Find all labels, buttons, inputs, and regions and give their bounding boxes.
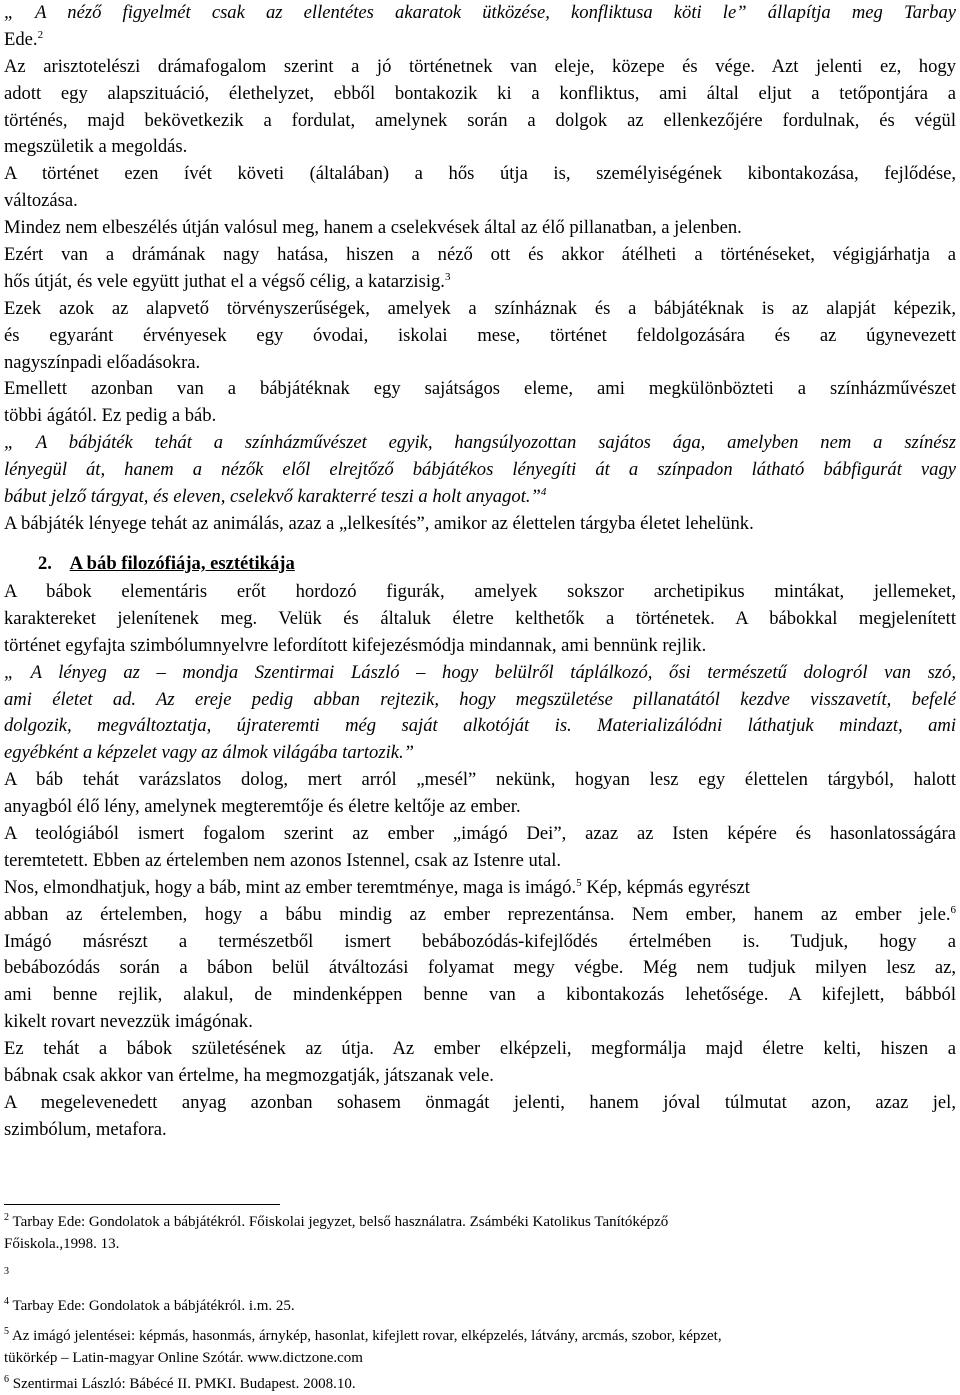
- text-line-content: történet egyfajta szimbólumnyelvre lefordított kifejezésmódja mindannak, ami bennünk rejlik.: [4, 634, 707, 656]
- text-line-continuation: Kép, képmás egyrészt: [581, 876, 750, 898]
- text-line-content: történés, majd bekövetkezik a fordulat, amelynek során a dolgok az ellenkezőjére fordulnak, és végül: [4, 109, 956, 131]
- text-line: [4, 242, 956, 269]
- footnote-number: 2: [4, 1212, 9, 1223]
- text-line-content: megszületik a megoldás.: [4, 136, 188, 158]
- text-line: [4, 633, 956, 660]
- text-line-content: bebábozódás során a bábon belül átváltozási folyamat megy végbe. Még nem tudjuk milyen lesz az,: [4, 957, 956, 979]
- text-line: [4, 161, 956, 188]
- footnotes: [4, 1211, 956, 1395]
- text-line: [4, 376, 956, 403]
- text-line: [4, 296, 956, 323]
- text-line: [4, 215, 956, 242]
- footnote-line: [4, 1211, 956, 1233]
- footnote-line: [4, 1373, 956, 1395]
- body-text-section-1: [4, 0, 956, 538]
- text-line-content: „ A bábjáték tehát a színházművészet egyik, hangsúlyozottan sajátos ága, amelyben nem a színész: [4, 432, 956, 454]
- text-line-content: bábut jelző tárgyat, és eleven, cselekvő karakterré teszi a holt anyagot.”: [4, 486, 541, 508]
- text-line: [4, 188, 956, 215]
- text-line: [4, 982, 956, 1009]
- footnote-number: 3: [4, 1266, 9, 1277]
- text-line-content: Emellett azonban van a bábjátéknak egy sajátságos eleme, ami megkülönbözteti a színházművészet: [4, 378, 956, 400]
- text-line: [4, 902, 956, 929]
- footnote-4: [4, 1295, 956, 1317]
- text-line-content: többi ágától. Ez pedig a báb.: [4, 405, 217, 427]
- text-line-content: A báb tehát varázslatos dolog, mert arról „mesél” nekünk, hogyan lesz egy élettelen tárgyból, halott: [4, 769, 956, 791]
- text-line: [4, 403, 956, 430]
- text-line: [4, 687, 956, 714]
- footnote-text: Szentirmai László: Bábécé II. PMKI. Budapest. 2008.10.: [12, 1376, 356, 1392]
- footnote-ref[interactable]: 6: [950, 903, 956, 916]
- text-line: [4, 929, 956, 956]
- text-line: [4, 955, 956, 982]
- text-line: [4, 794, 956, 821]
- text-line-content: A bábok elementáris erőt hordozó figurák, amelyek sokszor archetipikus mintákat, jellemeket,: [4, 581, 956, 602]
- text-line-content: Ede.: [4, 28, 38, 50]
- text-line: [4, 134, 956, 161]
- text-line: [4, 713, 956, 740]
- footnote-text: Az imágó jelentései: képmás, hasonmás, árnykép, hasonlat, kifejlett rovar, elképzelés, látvány, arcmás, szobor, képzet,: [11, 1328, 722, 1344]
- text-line: [4, 484, 956, 511]
- text-line-content: Az arisztotelészi drámafogalom szerint a jó történetnek van eleje, közepe és vége. Azt jelenti ez, hogy: [4, 55, 956, 77]
- text-line-content: egyébként a képzelet vagy az álmok világába tartozik.”: [4, 742, 414, 764]
- text-line-content: ami benne rejlik, alakul, de mindenképpen benne van a kibontakozás lehetősége. A kifejlett, bábból: [4, 984, 956, 1006]
- text-line-content: lényegül át, hanem a nézők elől elrejtőző bábjátékos lényegíti át a színpadon látható bábfigurát vagy: [4, 459, 956, 481]
- text-line-content: nagyszínpadi előadásokra.: [4, 351, 201, 373]
- footnote-text: Tarbay Ede: Gondolatok a bábjátékról. i.m. 25.: [12, 1298, 295, 1314]
- text-line-content: dolgozik, megváltoztatja, újrateremti még saját alkotóját is. Materializálódni láthatjuk mindazt, ami: [4, 715, 956, 737]
- text-line: [4, 350, 956, 377]
- text-line-content: A történet ezen ívét követi (általában) a hős útja is, személyiségének kibontakozása, fejlődése,: [4, 163, 956, 185]
- text-line-content: A teológiából ismert fogalom szerint az ember „imágó Dei”, azaz az Isten képére és hasonlatosságára: [4, 823, 956, 845]
- text-line: [4, 821, 956, 848]
- text-line-content: anyagból élő lény, amelynek megteremtője és életre keltője az ember.: [4, 796, 521, 818]
- text-line-content: változása.: [4, 190, 78, 212]
- text-line-content: kikelt rovart nevezzük imágónak.: [4, 1011, 253, 1033]
- text-line: [4, 848, 956, 875]
- text-line: [4, 1117, 956, 1144]
- text-line: [4, 875, 956, 902]
- footnote-number: 4: [4, 1296, 9, 1307]
- text-line: [4, 269, 956, 296]
- footnote-ref[interactable]: 3: [444, 270, 451, 283]
- body-text-section-2: [4, 579, 956, 1144]
- text-line-content: teremtetett. Ebben az értelemben nem azonos Istennel, csak az Istenre utal.: [4, 849, 562, 871]
- text-line: [4, 1009, 956, 1036]
- text-line: [4, 81, 956, 108]
- text-line: [4, 511, 956, 538]
- section-heading: [38, 553, 295, 575]
- text-line: [4, 0, 956, 27]
- text-line: [4, 660, 956, 687]
- footnote-line: [4, 1325, 956, 1347]
- text-line: [4, 430, 956, 457]
- section-title: A báb filozófiája, esztétikája: [69, 553, 295, 574]
- footnote-line: [4, 1295, 956, 1317]
- text-line: [4, 767, 956, 794]
- text-line-content: A bábjáték lényege tehát az animálás, azaz a „lelkesítés”, amikor az élettelen tárgyba életet lehelünk.: [4, 512, 754, 534]
- footnote-line: [4, 1347, 956, 1369]
- footnote-number: 6: [4, 1374, 9, 1385]
- text-line-content: A megelevenedett anyag azonban sohasem önmagát jelenti, hanem jóval túlmutat azon, azaz jel,: [4, 1091, 956, 1113]
- footnote-line: [4, 1233, 956, 1255]
- text-line: [4, 1036, 956, 1063]
- footnote-5: [4, 1325, 956, 1369]
- text-line-content: Imágó másrészt a természetből ismert bebábozódás-kifejlődés értelmében is. Tudjuk, hogy a: [4, 930, 956, 952]
- text-line-content: Ezek azok az alapvető törvényszerűségek, amelyek a színháznak és a bábjátéknak is az alapját képezik,: [4, 297, 956, 319]
- footnote-text: Főiskola.,1998. 13.: [4, 1236, 120, 1252]
- text-line: [4, 740, 956, 767]
- text-line-content: Ezért van a drámának nagy hatása, hiszen a néző ott és akkor átélheti a történéseket, végigjárhatja a: [4, 244, 956, 266]
- text-line: [4, 54, 956, 81]
- text-line: [4, 27, 956, 54]
- footnote-ref[interactable]: 2: [37, 28, 44, 41]
- text-line-content: ami életet ad. Az ereje pedig abban rejtezik, hogy megszületése pillanatától kezdve visszavetít, befelé: [4, 688, 956, 710]
- text-line-content: abban az értelemben, hogy a bábu mindig az ember reprezentánsa. Nem ember, hanem az ember jele.: [4, 903, 951, 925]
- text-line: [4, 323, 956, 350]
- footnote-ref[interactable]: 4: [540, 486, 547, 499]
- text-line: [4, 108, 956, 135]
- footnote-3: [4, 1265, 956, 1287]
- footnote-text: tükörkép – Latin-magyar Online Szótár. www.dictzone.com: [4, 1350, 363, 1366]
- footnote-ref[interactable]: 5: [576, 876, 582, 889]
- text-line: [4, 1090, 956, 1117]
- footnote-2: [4, 1211, 956, 1255]
- text-line-content: hős útját, és vele együtt juthat el a végső célig, a katarzisig.: [4, 270, 445, 292]
- text-line: [4, 579, 956, 606]
- section-number: 2.: [38, 553, 52, 574]
- text-line-content: bábnak csak akkor van értelme, ha megmozgatják, játszanak vele.: [4, 1065, 494, 1087]
- footnote-number: 5: [4, 1326, 9, 1337]
- text-line-content: Mindez nem elbeszélés útján valósul meg, hanem a cselekvések által az élő pillanatban, a jelenben.: [4, 217, 742, 239]
- text-line-content: adott egy alapszituáció, élethelyzet, ebből bontakozik ki a konfliktus, ami által eljut a tetőpontjára a: [4, 82, 956, 104]
- text-line-content: szimbólum, metafora.: [4, 1118, 167, 1140]
- text-line-content: Nos, elmondhatjuk, hogy a báb, mint az ember teremtménye, maga is imágó.: [4, 876, 577, 898]
- footnote-text: Tarbay Ede: Gondolatok a bábjátékról. Főiskolai jegyzet, belső használatra. Zsámbéki Katolikus Tanítóképző: [12, 1214, 669, 1230]
- text-line-content: Ez tehát a bábok születésének az útja. Az ember elképzeli, megformálja majd életre kelti, hiszen a: [4, 1038, 956, 1060]
- text-line: [4, 1063, 956, 1090]
- footnote-line: [4, 1265, 956, 1287]
- text-line-content: „ A lényeg az – mondja Szentirmai László – hogy belülről táplálkozó, ősi természetű dologról van szó,: [4, 661, 956, 683]
- text-line-content: és egyaránt érvényesek egy óvodai, iskolai mese, történet feldolgozására és az úgynevezett: [4, 324, 956, 346]
- footnote-6: [4, 1373, 956, 1395]
- text-line-content: „ A néző figyelmét csak az ellentétes akaratok ütközése, konfliktusa köti le” állapítja meg Tarbay: [4, 2, 956, 23]
- text-line: [4, 606, 956, 633]
- footnote-separator: [4, 1204, 280, 1205]
- text-line-content: karaktereket jelenítenek meg. Velük és általuk életre kelthetők a történetek. A bábokkal megjelenített: [4, 607, 956, 629]
- text-line: [4, 457, 956, 484]
